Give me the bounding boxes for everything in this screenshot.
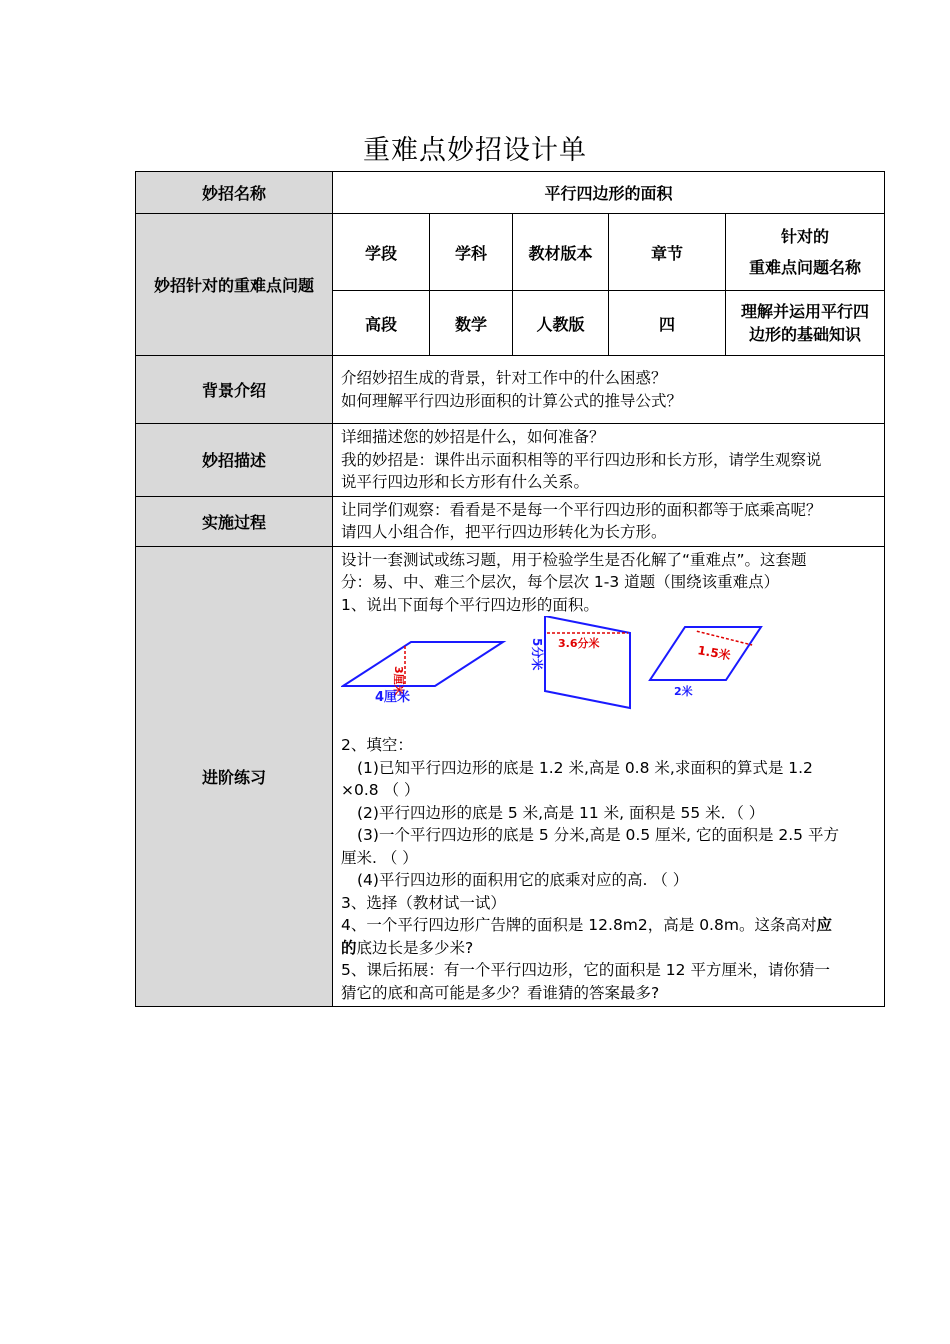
value-stage: 高段 [333,291,430,356]
parallelogram-1-base-label: 4厘米 [375,690,411,705]
design-table [135,171,885,1007]
parallelogram-3-height-label: 1.5米 [696,643,732,663]
header-subject: 学科 [430,214,513,291]
parallelogram-2-height-label: 5分米 [530,638,544,671]
practice-content: 设计一套测试或练习题，用于检验学生是否化解了“重难点”。这套题 分：易、中、难三个层次，每个层次 1-3 道题（围绕该重难点） 1、说出下面每个平行四边形的面积。 3厘米 4厘米 3.6分米 5分米 1.5米 2米 2、填空： (1)已知平行四边形的底是 1.2 米,高是 0.8 米,求面积的算式是 1.2 ×0.8 （ ） (2)平行四边形的底是 5 米,高是 11 米, 面积是 55 米．（ ） (3)一个平行四边形的底是 5 分米,高是 0.5 厘米, 它的面积是 2.5 平方 厘米. （ ） (4)平行四边形的面积用它的底乘对应的高. （ ） 3、选择（教材试一试） 4、一个平行四边形广告牌的面积是 12.8m2，高是 0.8m。这条高对应 的底边长是多少米? 5、课后拓展：有一个平行四边形，它的面积是 12 平方厘米，请你猜一 猜它的底和高可能是多少？看谁猜的答案最多? [333,546,885,1007]
parallelogram-2 [545,616,630,708]
header-chapter: 章节 [609,214,726,291]
practice-label: 进阶练习 [136,546,333,1007]
name-label: 妙招名称 [136,172,333,214]
question-5: 5、课后拓展：有一个平行四边形，它的面积是 12 平方厘米，请你猜一 [341,961,830,979]
parallelogram-3-base-label: 2米 [674,685,693,698]
figures-svg [341,616,881,734]
header-edition: 教材版本 [513,214,609,291]
description-label: 妙招描述 [136,424,333,497]
parallelogram-figures [341,616,876,734]
process-label: 实施过程 [136,496,333,546]
description-content: 详细描述您的妙招是什么，如何准备？ 我的妙招是：课件出示面积相等的平行四边形和长方形，请学生观察说 说平行四边形和长方形有什么关系。 [333,424,885,497]
parallelogram-2-base-label: 3.6分米 [558,637,600,650]
value-subject: 数学 [430,291,513,356]
value-problem-name: 理解并运用平行四 边形的基础知识 [726,291,885,356]
parallelogram-3-height [697,631,752,645]
header-problem-name: 针对的 重难点问题名称 [726,214,885,291]
question-3: 3、选择（教材试一试） [341,893,506,912]
question-2: 2、填空： [341,736,413,754]
value-chapter: 四 [609,291,726,356]
process-content: 让同学们观察：看看是不是每一个平行四边形的面积都等于底乘高呢？ 请四人小组合作，把平行四边形转化为长方形。 [333,496,885,546]
question-4: 4、一个平行四边形广告牌的面积是 12.8m2，高是 0.8m。这条高对应 [341,916,832,934]
value-edition: 人教版 [513,291,609,356]
name-value: 平行四边形的面积 [333,172,885,214]
parallelogram-1-height-label: 3厘米 [392,666,405,696]
problem-label: 妙招针对的重难点问题 [136,214,333,356]
parallelogram-1 [343,642,503,686]
page-title: 重难点妙招设计单 [363,135,587,166]
background-label: 背景介绍 [136,356,333,424]
question-1: 1、说出下面每个平行四边形的面积。 [341,595,599,614]
background-content: 介绍妙招生成的背景，针对工作中的什么困惑？ 如何理解平行四边形面积的计算公式的推导公式？ [333,356,885,424]
header-stage: 学段 [333,214,430,291]
